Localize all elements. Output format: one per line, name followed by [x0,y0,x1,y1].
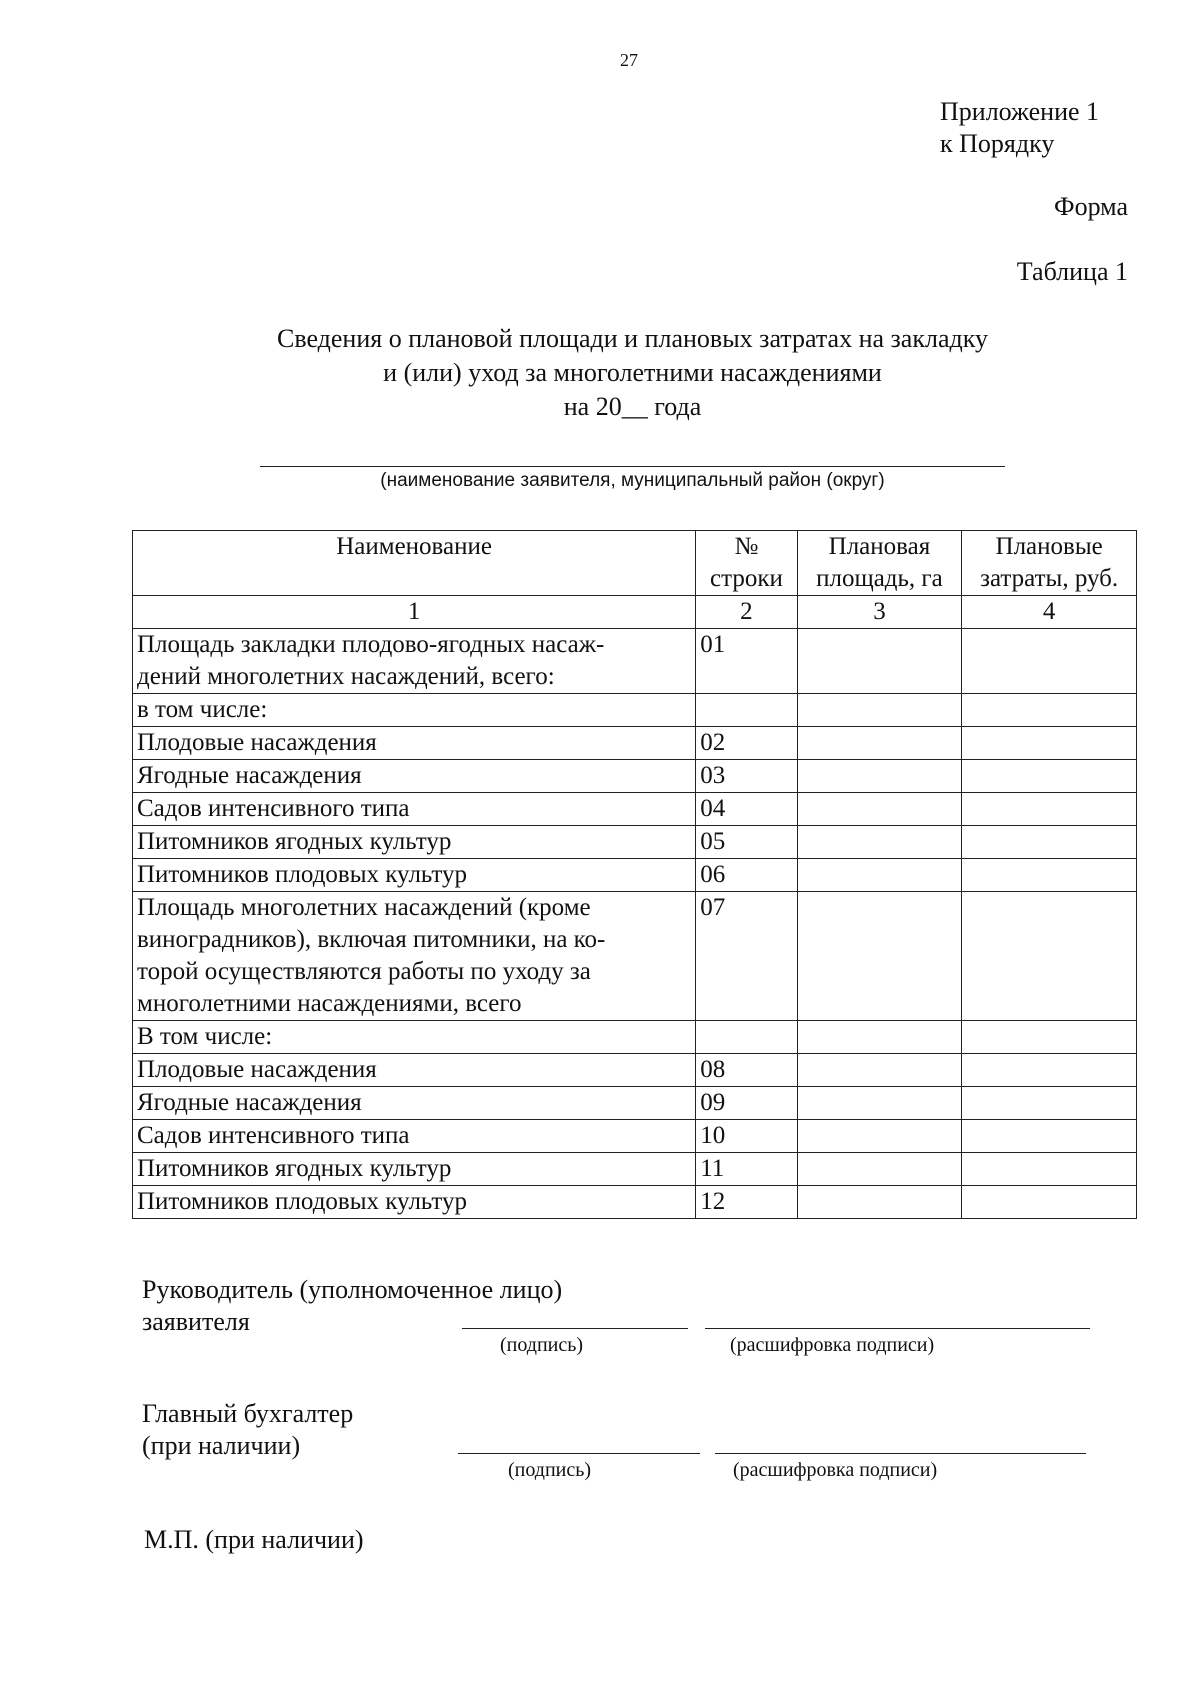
row-name-line: Площадь многолетних насаждений (кроме [137,894,591,921]
row-code: 04 [696,793,797,826]
row-name [133,892,696,1021]
planned-area-costs-table [132,530,1137,1219]
row-name-line: Площадь закладки плодово-ягодных насаж- [137,631,605,658]
row-name: Питомников ягодных культур [133,1153,696,1186]
costs-cell[interactable] [962,1186,1137,1219]
costs-cell[interactable] [962,1120,1137,1153]
row-code: 05 [696,826,797,859]
table-label: Таблица 1 [1016,257,1128,286]
head-label-line-2: заявителя [142,1307,250,1336]
row-code: 10 [696,1120,797,1153]
row-name: Питомников плодовых культур [133,859,696,892]
row-code [696,694,797,727]
area-cell[interactable] [797,1054,962,1087]
accountant-label-line-2: (при наличии) [142,1431,301,1460]
form-label: Форма [1054,192,1128,221]
row-code: 09 [696,1087,797,1120]
row-name: Ягодные насаждения [133,1087,696,1120]
applicant-name-line [260,466,1005,467]
costs-cell[interactable] [962,1153,1137,1186]
row-name: в том числе: [133,694,696,727]
column-number-4: 4 [962,596,1137,629]
area-cell[interactable] [797,892,962,1021]
costs-cell[interactable] [962,1021,1137,1054]
header-row-number-line-1: № [734,533,759,560]
table-row [133,793,1137,826]
column-number-3: 3 [797,596,962,629]
column-number-1: 1 [133,596,696,629]
row-name-line: торой осуществляются работы по уходу за [137,958,591,985]
title-line-1: Сведения о плановой площади и плановых затратах на закладку [277,324,988,353]
appendix-line-1: Приложение 1 [940,97,1100,126]
head-decoding-caption: (расшифровка подписи) [730,1334,935,1356]
row-name: Питомников ягодных культур [133,826,696,859]
column-number-row [133,596,1137,629]
applicant-name-caption: (наименование заявителя, муниципальный район (округ) [380,470,885,491]
row-name-line: многолетними насаждениями, всего [137,990,522,1017]
row-name-line: дений многолетних насаждений, всего: [137,663,555,690]
row-code: 12 [696,1186,797,1219]
head-signature-line[interactable] [462,1328,688,1329]
header-planned-costs-line-2: затраты, руб. [980,565,1119,592]
area-cell[interactable] [797,727,962,760]
area-cell[interactable] [797,1087,962,1120]
area-cell[interactable] [797,826,962,859]
costs-cell[interactable] [962,826,1137,859]
row-code: 01 [696,629,797,694]
header-row-number-line-2: строки [710,565,783,592]
area-cell[interactable] [797,1120,962,1153]
row-name: В том числе: [133,1021,696,1054]
row-name: Питомников плодовых культур [133,1186,696,1219]
row-name: Плодовые насаждения [133,727,696,760]
row-code: 08 [696,1054,797,1087]
header-planned-costs-line-1: Плановые [995,533,1103,560]
row-code: 02 [696,727,797,760]
table-header-row [133,531,1137,596]
header-planned-area-line-1: Плановая [828,533,931,560]
row-code: 03 [696,760,797,793]
header-row-number [696,531,797,596]
table-row [133,1021,1137,1054]
table-row [133,629,1137,694]
head-label-line-1: Руководитель (уполномоченное лицо) [142,1275,563,1304]
title-line-3: на 20__ года [563,392,702,421]
area-cell[interactable] [797,859,962,892]
area-cell[interactable] [797,1153,962,1186]
area-cell[interactable] [797,1186,962,1219]
table-row [133,760,1137,793]
costs-cell[interactable] [962,694,1137,727]
row-code: 11 [696,1153,797,1186]
row-name [133,629,696,694]
table-row [133,1054,1137,1087]
column-number-2: 2 [696,596,797,629]
header-planned-area-line-2: площадь, га [816,565,943,592]
row-name: Садов интенсивного типа [133,793,696,826]
row-name: Ягодные насаждения [133,760,696,793]
head-signature-caption: (подпись) [500,1334,584,1356]
area-cell[interactable] [797,694,962,727]
accountant-signature-caption: (подпись) [508,1459,592,1481]
row-name-line: виноградников), включая питомники, на ко- [137,926,606,953]
header-planned-costs [962,531,1137,596]
costs-cell[interactable] [962,793,1137,826]
area-cell[interactable] [797,1021,962,1054]
stamp-label: М.П. (при наличии) [144,1525,364,1554]
accountant-decoding-line[interactable] [715,1453,1086,1454]
title-line-2: и (или) уход за многолетними насаждениями [383,358,882,387]
document-title [0,322,1200,424]
row-code: 07 [696,892,797,1021]
appendix-reference [940,96,1099,160]
table-row [133,694,1137,727]
costs-cell[interactable] [962,1054,1137,1087]
head-decoding-line[interactable] [705,1328,1090,1329]
costs-cell[interactable] [962,727,1137,760]
table-row [133,892,1137,1021]
row-name: Садов интенсивного типа [133,1120,696,1153]
accountant-decoding-caption: (расшифровка подписи) [733,1459,938,1481]
costs-cell[interactable] [962,760,1137,793]
row-name: Плодовые насаждения [133,1054,696,1087]
costs-cell[interactable] [962,1087,1137,1120]
row-code: 06 [696,859,797,892]
area-cell[interactable] [797,629,962,694]
header-name-text: Наименование [336,533,492,560]
table-row [133,1153,1137,1186]
costs-cell[interactable] [962,892,1137,1021]
table-row [133,727,1137,760]
accountant-signature-line[interactable] [458,1453,700,1454]
table-row [133,1087,1137,1120]
costs-cell[interactable] [962,859,1137,892]
accountant-label-line-1: Главный бухгалтер [142,1399,354,1428]
table-row [133,826,1137,859]
appendix-line-2: к Порядку [940,129,1055,158]
row-code [696,1021,797,1054]
page-number: 27 [620,50,638,70]
area-cell[interactable] [797,760,962,793]
costs-cell[interactable] [962,629,1137,694]
table-row [133,1186,1137,1219]
accountant-signature-label [142,1398,353,1462]
header-name [133,531,696,596]
header-planned-area [797,531,962,596]
area-cell[interactable] [797,793,962,826]
table-row [133,859,1137,892]
table-row [133,1120,1137,1153]
